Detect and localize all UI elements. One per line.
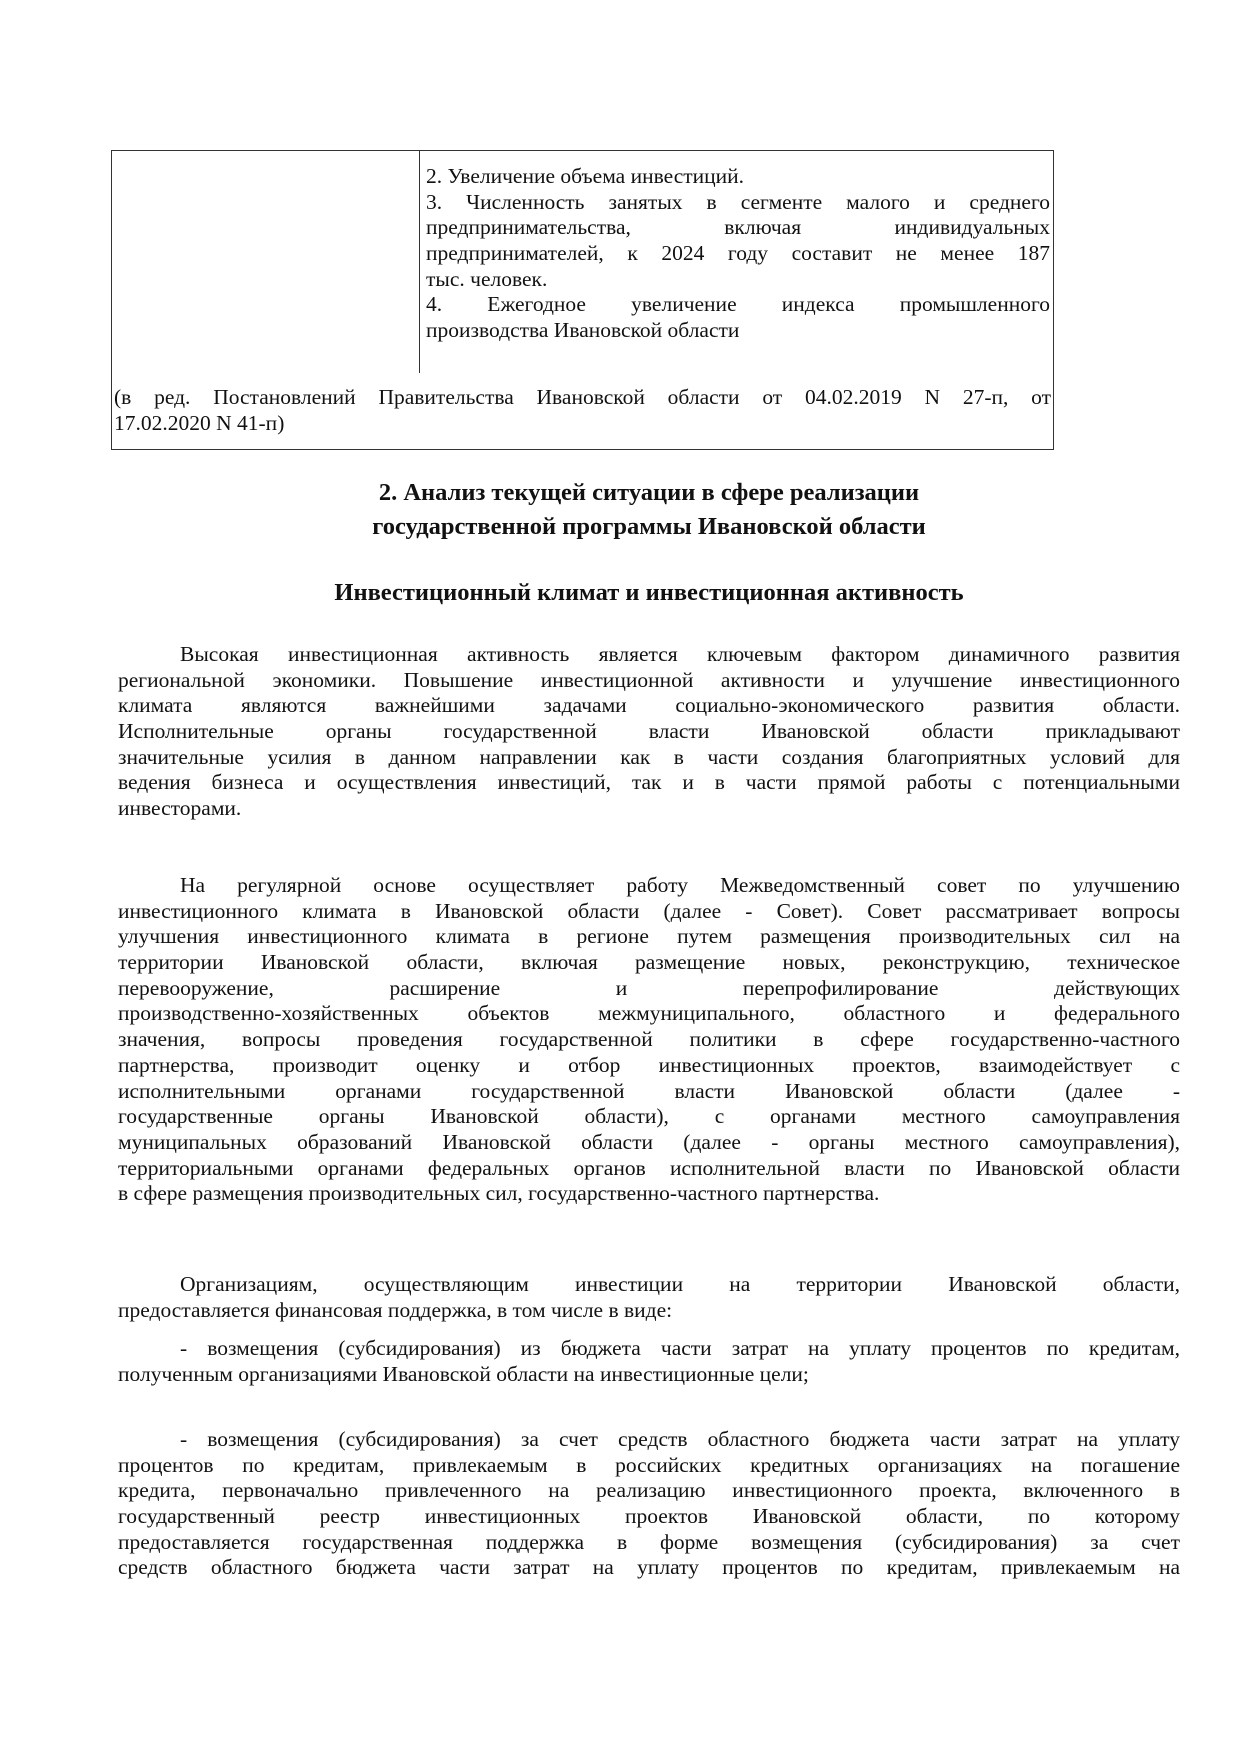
table-line: предпринимательства, включая индивидуальных: [426, 215, 1050, 240]
table-column-divider: [419, 151, 420, 373]
paragraph-line: государственный реестр инвестиционных проектов Ивановской области, по которому: [118, 1504, 1180, 1529]
paragraph-line: кредита, первоначально привлеченного на реализацию инвестиционного проекта, включенного в: [118, 1478, 1180, 1503]
paragraph-line: процентов по кредитам, привлекаемым в российских кредитных организациях на погашение: [118, 1452, 1180, 1477]
table-cell-expected-results: [426, 164, 1050, 344]
list-item-subsidy-credit: [118, 1336, 1180, 1387]
table-line: тыс. человек.: [426, 266, 548, 291]
paragraph-line: государственные органы Ивановской области), с органами местного самоуправления: [118, 1104, 1180, 1129]
paragraph-line: производственно-хозяйственных объектов межмуниципального, областного и федерального: [118, 1001, 1180, 1026]
paragraph-line: предоставляется финансовая поддержка, в том числе в виде:: [118, 1297, 673, 1322]
table-line: 4. Ежегодное увеличение индекса промышленного: [426, 292, 1050, 317]
paragraph-line: муниципальных образований Ивановской области (далее - органы местного самоуправления),: [118, 1129, 1180, 1154]
paragraph-line: значительные усилия в данном направлении как в части создания благоприятных условий для: [118, 744, 1180, 769]
paragraph-line: исполнительными органами государственной власти Ивановской области (далее -: [118, 1078, 1180, 1103]
paragraph-line: Организациям, осуществляющим инвестиции на территории Ивановской области,: [180, 1272, 1180, 1296]
section-heading-line: 2. Анализ текущей ситуации в сфере реализации: [378, 479, 920, 506]
paragraph-line: инвесторами.: [118, 796, 242, 821]
amendment-line: 17.02.2020 N 41-п): [114, 410, 285, 435]
section-heading: [118, 476, 1180, 544]
paragraph-line: значения, вопросы проведения государственной политики в сфере государственно-частного: [118, 1027, 1180, 1052]
paragraph-line: - возмещения (субсидирования) за счет средств областного бюджета части затрат на уплату: [180, 1427, 1180, 1451]
table-line: 3. Численность занятых в сегменте малого и среднего: [426, 189, 1050, 214]
paragraph-line: партнерства, производит оценку и отбор инвестиционных проектов, взаимодействует с: [118, 1052, 1180, 1077]
paragraph-line: - возмещения (субсидирования) из бюджета части затрат на уплату процентов по кредитам,: [180, 1336, 1180, 1360]
table-amendment-note: [114, 385, 1051, 436]
paragraph-line: территориальными органами федеральных органов исполнительной власти по Ивановской области: [118, 1155, 1180, 1180]
paragraph-council: [118, 873, 1180, 1207]
section-heading-line: государственной программы Ивановской области: [372, 513, 926, 540]
table-line: производства Ивановской области: [426, 318, 740, 343]
paragraph-line: Исполнительные органы государственной власти Ивановской области прикладывают: [118, 719, 1180, 744]
paragraph-line: предоставляется государственная поддержка в форме возмещения (субсидирования) за счет: [118, 1529, 1180, 1554]
paragraph-line: территории Ивановской области, включая размещение новых, реконструкцию, техническое: [118, 950, 1180, 975]
paragraph-line: улучшения инвестиционного климата в регионе путем размещения производительных сил на: [118, 924, 1180, 949]
subsection-heading: Инвестиционный климат и инвестиционная активность: [334, 579, 964, 606]
targets-table: [111, 150, 1054, 450]
paragraph-line: На регулярной основе осуществляет работу Межведомственный совет по улучшению: [180, 873, 1180, 897]
list-item-subsidy-refinancing: [118, 1427, 1180, 1581]
paragraph-line: в сфере размещения производительных сил, государственно-частного партнерства.: [118, 1181, 880, 1206]
paragraph-line: Высокая инвестиционная активность является ключевым фактором динамичного развития: [180, 642, 1180, 666]
paragraph-line: инвестиционного климата в Ивановской области (далее - Совет). Совет рассматривает вопросы: [118, 898, 1180, 923]
paragraph-financial-support: [118, 1272, 1180, 1323]
paragraph-line: полученным организациями Ивановской области на инвестиционные цели;: [118, 1361, 809, 1386]
table-line: предпринимателей, к 2024 году составит не менее 187: [426, 241, 1050, 266]
paragraph-investment-activity: [118, 642, 1180, 822]
table-line: 2. Увеличение объема инвестиций.: [426, 164, 745, 188]
paragraph-line: перевооружение, расширение и перепрофилирование действующих: [118, 975, 1180, 1000]
paragraph-line: климата являются важнейшими задачами социально-экономического развития области.: [118, 693, 1180, 718]
paragraph-line: региональной экономики. Повышение инвестиционной активности и улучшение инвестиционного: [118, 667, 1180, 692]
paragraph-line: средств областного бюджета части затрат на уплату процентов по кредитам, привлекаемым на: [118, 1555, 1180, 1580]
paragraph-line: ведения бизнеса и осуществления инвестиций, так и в части прямой работы с потенциальными: [118, 770, 1180, 795]
amendment-line: (в ред. Постановлений Правительства Ивановской области от 04.02.2019 N 27-п, от: [114, 385, 1051, 409]
